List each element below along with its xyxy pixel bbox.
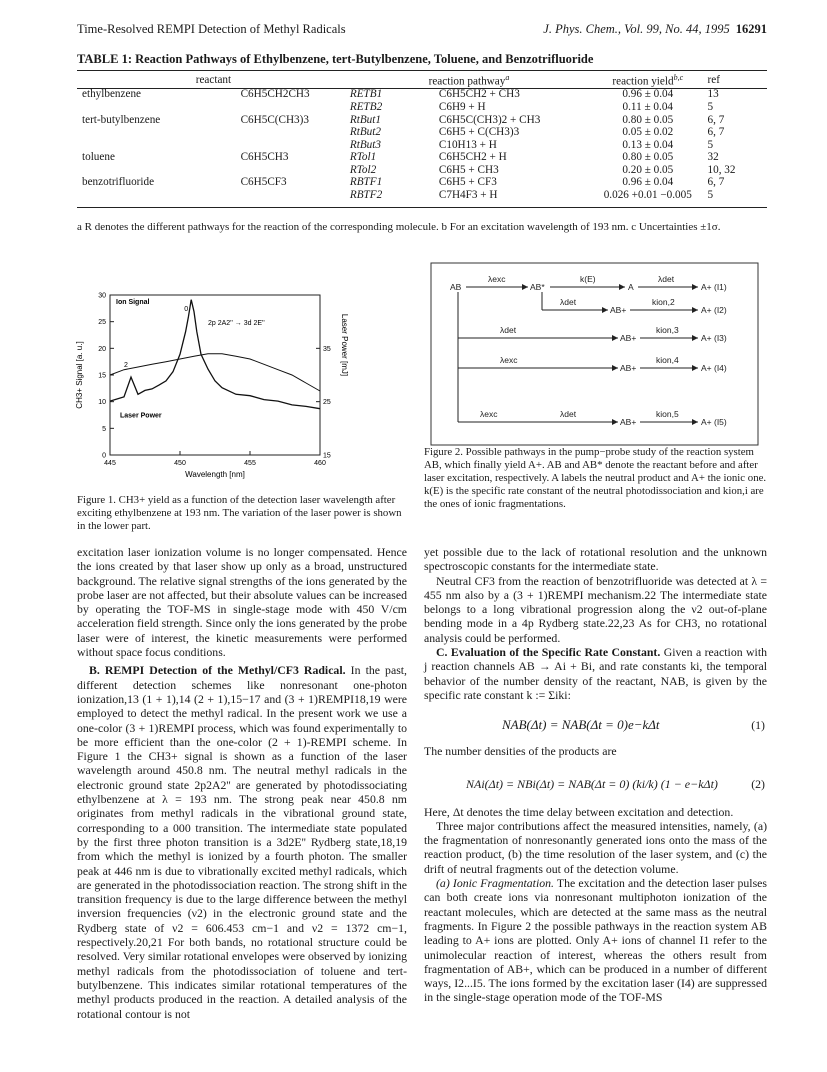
label-kion2: kion,2 xyxy=(652,297,675,307)
output-i4: A+ (I4) xyxy=(701,363,727,373)
pathway-products: C7H4F3 + H xyxy=(438,189,498,202)
pathway-label: RtBut3 xyxy=(349,138,381,151)
reactant-name xyxy=(77,139,241,152)
equation-1-number: (1) xyxy=(751,718,765,733)
right-paragraph-4: Here, Δt denotes the time delay between excitation and detection. xyxy=(424,804,734,819)
series-line-laser-power xyxy=(110,354,320,391)
table-row xyxy=(77,126,767,139)
x-tick-label: 455 xyxy=(244,460,256,467)
table-row xyxy=(77,114,767,127)
reactant-name: ethylbenzene xyxy=(82,88,142,101)
reference: 6, 7 xyxy=(707,113,725,126)
label-kion4: kion,4 xyxy=(656,355,679,365)
reaction-yield: 0.13 ± 0.04 xyxy=(622,138,674,151)
x-tick-label: 460 xyxy=(314,460,326,467)
label-kion3: kion,3 xyxy=(656,325,679,335)
node-abstar: AB* xyxy=(530,282,545,292)
label-lexc-1: λexc xyxy=(488,274,506,284)
reactant-name xyxy=(77,101,241,114)
pathway-products: C6H5 + CF3 xyxy=(438,176,497,189)
running-header-journal xyxy=(543,22,767,37)
pathway-products: C10H13 + H xyxy=(438,138,497,151)
figure-1-caption: Figure 1. CH3+ yield as a function of the detection laser wavelength after exciting ethylbenzene at 193 nm. The variation of the laser power is shown in the lower part. xyxy=(77,494,402,532)
reaction-yield: 0.20 ± 0.05 xyxy=(622,163,674,176)
reactant-formula: C6H5CH2CH3 xyxy=(240,88,310,101)
pathway-products: C6H5 + C(CH3)3 xyxy=(438,126,520,139)
figure-2-caption: Figure 2. Possible pathways in the pump−probe study of the reaction system AB, which finally yield A+. AB and AB* denote the reactant before and after laser excitation, respectively. A labels the neutral product and A+ the ionic one. k(E) is the specific rate constant of the neutral photodissociation and kion,i are the ones of ionic fragmentations. xyxy=(424,446,767,510)
header-yield xyxy=(588,72,707,88)
output-i3: A+ (I3) xyxy=(701,333,727,343)
node-abplus-3: AB+ xyxy=(620,333,637,343)
reference: 10, 32 xyxy=(707,163,736,176)
equation-2-block xyxy=(424,763,767,805)
header-yield-sup: b,c xyxy=(673,73,684,82)
equation-1-block xyxy=(424,706,767,744)
pathway-label: RTol1 xyxy=(349,151,377,164)
right-column xyxy=(424,545,767,1005)
equation-2-number: (2) xyxy=(751,776,765,791)
reactant-name xyxy=(77,126,241,139)
reference: 5 xyxy=(707,138,714,151)
reference: 13 xyxy=(707,88,719,101)
table-row xyxy=(77,176,767,189)
header-yield-text: reaction yield xyxy=(612,75,674,88)
pathway-products: C6H9 + H xyxy=(438,100,486,113)
running-header-title: Time-Resolved REMPI Detection of Methyl Radicals xyxy=(77,22,346,36)
pathway-products: C6H5C(CH3)2 + CH3 xyxy=(438,113,541,126)
reaction-table xyxy=(77,72,767,202)
section-b-heading: B. REMPI Detection of the Methyl/CF3 Radical. xyxy=(89,663,346,678)
reactant-formula xyxy=(241,126,350,139)
figure-2-diagram xyxy=(430,262,760,447)
y2-tick-label: 15 xyxy=(323,452,331,460)
equation-2: NAi(Δt) = NBi(Δt) = NAB(Δt = 0) (ki/k) (1 − e−kΔt) xyxy=(466,776,718,791)
y-axis-label: CH3+ Signal [a. u.] xyxy=(75,341,84,409)
output-i2: A+ (I2) xyxy=(701,305,727,315)
reaction-yield: 0.80 ± 0.05 xyxy=(622,151,674,164)
reference: 5 xyxy=(707,189,714,202)
reactant-name xyxy=(77,164,241,177)
y2-axis-label: Laser Power [mJ] xyxy=(340,313,349,377)
table-bottom-rule xyxy=(77,207,767,208)
pathway-label: RTol2 xyxy=(349,163,377,176)
label-lexc-4: λexc xyxy=(500,355,518,365)
table-top-rule xyxy=(77,70,767,71)
y-tick-label: 20 xyxy=(98,345,106,353)
y-tick-label: 15 xyxy=(98,372,106,380)
label-kion5: kion,5 xyxy=(656,409,679,419)
header-ref: ref xyxy=(707,73,720,86)
header-pathway xyxy=(350,72,588,88)
node-ab: AB xyxy=(450,282,462,292)
plot-frame xyxy=(110,295,320,455)
y-tick-label: 10 xyxy=(98,399,106,407)
node-abplus-5: AB+ xyxy=(620,417,637,427)
reference: 32 xyxy=(707,151,719,164)
pathway-label: RBTF2 xyxy=(349,189,383,202)
label-ldet-1: λdet xyxy=(658,274,675,284)
table-row xyxy=(77,101,767,114)
node-a: A xyxy=(628,282,634,292)
right-paragraph-1: yet possible due to the lack of rotational resolution and the unknown spectroscopic constants for the intermediate state. xyxy=(424,545,767,574)
reference: 6, 7 xyxy=(707,126,725,139)
page-number: 16291 xyxy=(735,22,767,36)
pathway-label: RETB1 xyxy=(349,88,383,101)
output-i5: A+ (I5) xyxy=(701,417,727,427)
reactant-name: toluene xyxy=(82,151,115,164)
section-c-text: Given a reaction with j reaction channels AB → Ai + Bi, and rate constants ki, the temporal behavior of the number density of the reactant, NAB, is given by the specific rate constant k := Σiki: xyxy=(424,645,768,702)
pathway-products: C6H5 + CH3 xyxy=(438,163,499,176)
output-i1: A+ (I1) xyxy=(701,282,727,292)
table-row xyxy=(77,151,767,164)
reference: 5 xyxy=(707,100,714,113)
figure-2-content xyxy=(450,274,727,427)
pathway-label: RtBut1 xyxy=(349,113,381,126)
x-axis-label: Wavelength [nm] xyxy=(185,470,245,479)
label-ldet-5: λdet xyxy=(560,409,577,419)
header-pathway-text: reaction pathway xyxy=(428,75,506,88)
section-c-heading: C. Evaluation of the Specific Rate Constant. xyxy=(436,645,661,660)
right-paragraph-3: The number densities of the products are xyxy=(424,744,617,759)
table-row xyxy=(77,189,767,202)
y2-tick-label: 25 xyxy=(323,399,331,407)
header-pathway-sup: a xyxy=(505,73,510,82)
annotation-transition: 2p 2A2'' → 3d 2E'' xyxy=(208,320,265,327)
reaction-yield: 0.026 +0.01 −0.005 xyxy=(603,189,692,202)
reference: 6, 7 xyxy=(707,176,725,189)
reaction-yield: 0.96 ± 0.04 xyxy=(622,176,674,189)
reactant-formula xyxy=(241,101,350,114)
reactant-formula: C6H5CF3 xyxy=(240,176,287,189)
x-tick-label: 445 xyxy=(104,460,116,467)
pathway-label: RtBut2 xyxy=(349,126,381,139)
section-a-heading: (a) Ionic Fragmentation. xyxy=(436,876,554,891)
section-a-paragraph xyxy=(424,876,767,1005)
reactant-formula: C6H5C(CH3)3 xyxy=(240,113,309,126)
reactant-formula xyxy=(241,189,350,202)
section-b-paragraph xyxy=(77,663,407,1020)
y2-tick-label: 35 xyxy=(323,345,331,353)
right-paragraph-2: Neutral CF3 from the reaction of benzotrifluoride was detected at λ = 455 nm also by a (3 + 1)REMPI mechanism.22 The intermediate state belongs to a long vibrational progression along the ν2 out-of-plane bending mode in a 4p Rydberg state.22,23 As for CH3, no rotational analysis could be performed. xyxy=(424,573,767,645)
reactant-formula: C6H5CH3 xyxy=(240,151,289,164)
reaction-yield: 0.11 ± 0.04 xyxy=(622,100,674,113)
y-tick-label: 30 xyxy=(98,292,106,300)
reactant-formula xyxy=(241,164,350,177)
legend-ion-signal: Ion Signal xyxy=(116,299,150,306)
table-row xyxy=(77,88,767,101)
annotation-21: 2 xyxy=(124,362,128,369)
series-line-ion-signal xyxy=(110,300,320,409)
left-paragraph-1: excitation laser ionization volume is no longer compensated. Hence the ions created by that laser show up only as a broad, unstructured background. The relative signal strengths of the ions generated by the probe laser are not affected, but their absolute values can be increased by operating the TOF-MS in single-stage mode with 450 V/cm acceleration field strength. Since only the ions generated by the probe laser were of interest, the kinetic measurements were performed without space focus conditions. xyxy=(77,545,407,660)
section-a-text: The excitation and the detection laser pulses can both create ions via nonresonant multiphoton ionization of the reactant molecules, which are detected at the same mass as the neutral fragments. In Figure 2 the possible pathways in the reaction system AB leading to A+ ions are plotted. Only A+ ions of channel I1 refer to the unimolecular reaction of interest, whereas the others result from fragmentation of AB+, which can be produced in a number of different ways, I2...I5. The ions formed by the excitation laser (I4) are suppressed in the single-stage operation mode of the TOF-MS xyxy=(424,876,767,1005)
table-row xyxy=(77,139,767,152)
reaction-yield: 0.96 ± 0.04 xyxy=(622,88,674,101)
node-abplus-4: AB+ xyxy=(620,363,637,373)
table-footnote: a R denotes the different pathways for the reaction of the corresponding molecule. b For an excitation wavelength of 193 nm. c Uncertainties ±1σ. xyxy=(77,221,721,233)
pathway-products: C6H5CH2 + H xyxy=(438,151,507,164)
y-tick-label: 0 xyxy=(102,452,106,460)
header-reactant: reactant xyxy=(195,73,232,86)
equation-1: NAB(Δt) = NAB(Δt = 0)e−kΔt xyxy=(502,717,660,733)
y-tick-label: 5 xyxy=(102,425,106,433)
reactant-name: benzotrifluoride xyxy=(82,176,155,189)
pathway-label: RETB2 xyxy=(349,100,383,113)
left-column xyxy=(77,545,407,1021)
section-b-text: In the past, different detection schemes like nonresonant one-photon ionization,13 (1 + 1),14 (2 + 1),15−17 and (3 + 1)REMPI18,19 were employed to detect the methyl radical. In the present work we use a one-color (3 + 1)REMPI process, which was found experimentally to be more efficient than the one-color (2 + 1)-REMPI scheme. In Figure 1 the CH3+ signal is shown as a function of the laser wavelength around 450.8 nm. The neutral methyl radicals in the electronic ground state 2p2A2'' are generated by photodissociating ethylbenzene at λ = 193 nm. The strong peak near 450.8 nm originates from methyl radicals in the vibrational ground state, corresponding to a 000 transition. The intermediate state populated by the first three photon transition is a 3d2E'' Rydberg state,18,19 from which the methyl is ionized by a fourth photon. The smaller peak at 446 nm is due to vibrationally excited methyl radicals, which are generated in the photodissociation reaction. The strong shift in the transition frequency is due to the large difference between the methyl inversion frequencies (ν2) in the electronic ground state and the Rydberg state of ν2 = 606.453 cm−1 and ν2 = 1372 cm−1, respectively.20,21 For both bands, no rotational structure could be resolved. Very similar rotational envelopes were observed by ionizing methyl radicals from the photodissociation of toluene and tert-butylbenzene. This indicates similar rotational temperatures of the methyl products produced in the reaction. A detailed analysis of the rotational contour is not xyxy=(77,663,408,1021)
label-ke: k(E) xyxy=(580,274,596,284)
section-c-paragraph xyxy=(424,645,767,702)
reaction-yield: 0.05 ± 0.02 xyxy=(622,126,674,139)
label-ldet-3: λdet xyxy=(500,325,517,335)
pathway-label: RBTF1 xyxy=(349,176,383,189)
reactant-name xyxy=(77,189,241,202)
legend-laser-power: Laser Power xyxy=(120,412,162,420)
reactant-name: tert-butylbenzene xyxy=(82,113,161,126)
pathway-products: C6H5CH2 + CH3 xyxy=(438,88,520,101)
right-paragraph-5: Three major contributions affect the measured intensities, namely, (a) the fragmentation of nonresonantly generated ions onto the mass of the reaction product, (b) the time resolution of the laser system, and (c) the drift of neutral fragments out of the detection volume. xyxy=(424,818,767,876)
label-lexc-5: λexc xyxy=(480,409,498,419)
journal-citation: J. Phys. Chem., Vol. 99, No. 44, 1995 xyxy=(543,22,730,36)
y-tick-label: 25 xyxy=(98,319,106,327)
x-tick-label: 450 xyxy=(174,460,186,467)
label-ldet-2: λdet xyxy=(560,297,577,307)
reaction-yield: 0.80 ± 0.05 xyxy=(622,113,674,126)
figure-1-chart xyxy=(70,285,360,485)
table-header-row xyxy=(77,72,767,88)
table-title: TABLE 1: Reaction Pathways of Ethylbenzene, tert-Butylbenzene, Toluene, and Benzotrifluoride xyxy=(77,52,594,66)
annotation-origin: 0 xyxy=(184,306,189,313)
reactant-formula xyxy=(241,139,350,152)
table-row xyxy=(77,164,767,177)
node-abplus-2: AB+ xyxy=(610,305,627,315)
